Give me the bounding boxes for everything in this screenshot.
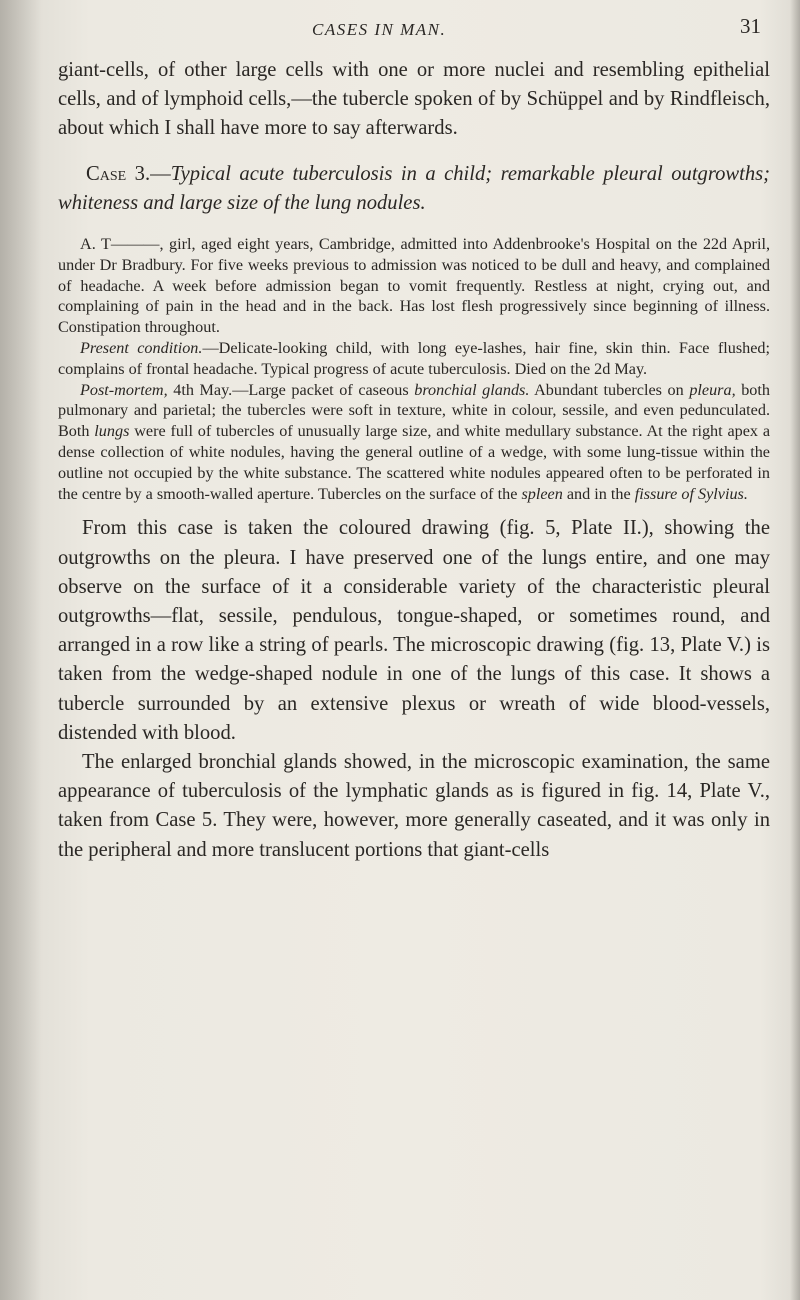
present-condition-text: —Delicate-looking child, with long eye-lashes, hair fine, skin thin. Face flushed; complains of frontal headache. Typical progress of acute tuberculosis. Died on the 2d May. <box>58 339 770 378</box>
case-heading <box>58 160 770 218</box>
term-lungs: lungs <box>94 422 130 441</box>
term-pleura: pleura, <box>689 380 736 399</box>
discussion-section <box>58 514 770 864</box>
term-bronchial-glands: bronchial glands. <box>414 380 530 399</box>
term-spleen: spleen <box>521 484 563 503</box>
post-mortem-label: Post-mortem, <box>80 380 168 399</box>
post-mortem-text-a: 4th May.—Large packet of caseous <box>167 380 415 399</box>
case-title: Typical acute tuberculosis in a child; remarkable pleural outgrowths; whiteness and large size of the lung nodules. <box>58 162 771 214</box>
binding-shadow <box>0 0 42 1300</box>
intro-paragraph: giant-cells, of other large cells with one or more nuclei and resembling epithelial cells, and of lymphoid cells,—the tubercle spoken of by Schüppel and by Rindfleisch, about which I shall have more to say afterwards. <box>58 59 770 140</box>
case-history-paragraph: A. T———, girl, aged eight years, Cambridge, admitted into Addenbrooke's Hospital on the 22d April, under Dr Bradbury. For five weeks previous to admission was noticed to be dull and heavy, and complained of headache. A week before admission began to vomit frequently. Restless at night, crying out, and complaining of pain in the head and in the back. Has lost flesh progressively since beginning of illness. Constipation throughout. <box>58 235 770 337</box>
post-mortem-text-d: were full of tubercles of unusually large size, and white medullary substance. At the right apex a dense collection of white nodules, having the general outline of a wedge, with some lung-tissue within the outline not occupied by the white substance. The scattered white nodules appeared often to be perforated in the centre by a smooth-walled aperture. Tubercles on the surface of the <box>58 422 771 503</box>
discussion-paragraph-1: From this case is taken the coloured drawing (fig. 5, Plate II.), showing the outgrowths on the pleura. I have preserved one of the lungs entire, and one may observe on the surface of it a considerable variety of the characteristic pleural outgrowths—flat, sessile, pendulous, tongue-shaped, or sometimes round, and arranged in a row like a string of pearls. The microscopic drawing (fig. 13, Plate V.) is taken from the wedge-shaped nodule in one of the lungs of this case. It shows a tubercle surrounded by an extensive plexus or wreath of wide blood-vessels, distended with blood. <box>58 517 770 744</box>
running-head: CASES IN MAN. <box>312 20 447 39</box>
post-mortem-text-e: and in the <box>562 484 635 503</box>
present-condition-paragraph <box>58 338 770 380</box>
page-edge-shadow <box>790 0 800 1300</box>
present-condition-label: Present condition. <box>80 339 203 357</box>
term-fissure-of-sylvius: fissure of Sylvius. <box>634 484 748 503</box>
page-number: 31 <box>740 14 761 38</box>
discussion-paragraph-2: The enlarged bronchial glands showed, in the microscopic examination, the same appearance of tuberculosis of the lymphatic glands as is figured in fig. 14, Plate V., taken from Case 5. They were, however, more generally caseated, and it was only in the peripheral and more translucent portions that giant-cells <box>58 751 770 861</box>
page-content <box>58 56 770 865</box>
post-mortem-text-c: both pulmonary and parietal; the tubercles were soft in texture, white in colour, sessile, and even pedunculated. Both <box>58 380 770 441</box>
page-header <box>0 14 800 44</box>
post-mortem-text-b: Abundant tubercles on <box>529 380 690 399</box>
post-mortem-paragraph <box>58 380 770 505</box>
case-label: Case 3.— <box>86 162 171 185</box>
